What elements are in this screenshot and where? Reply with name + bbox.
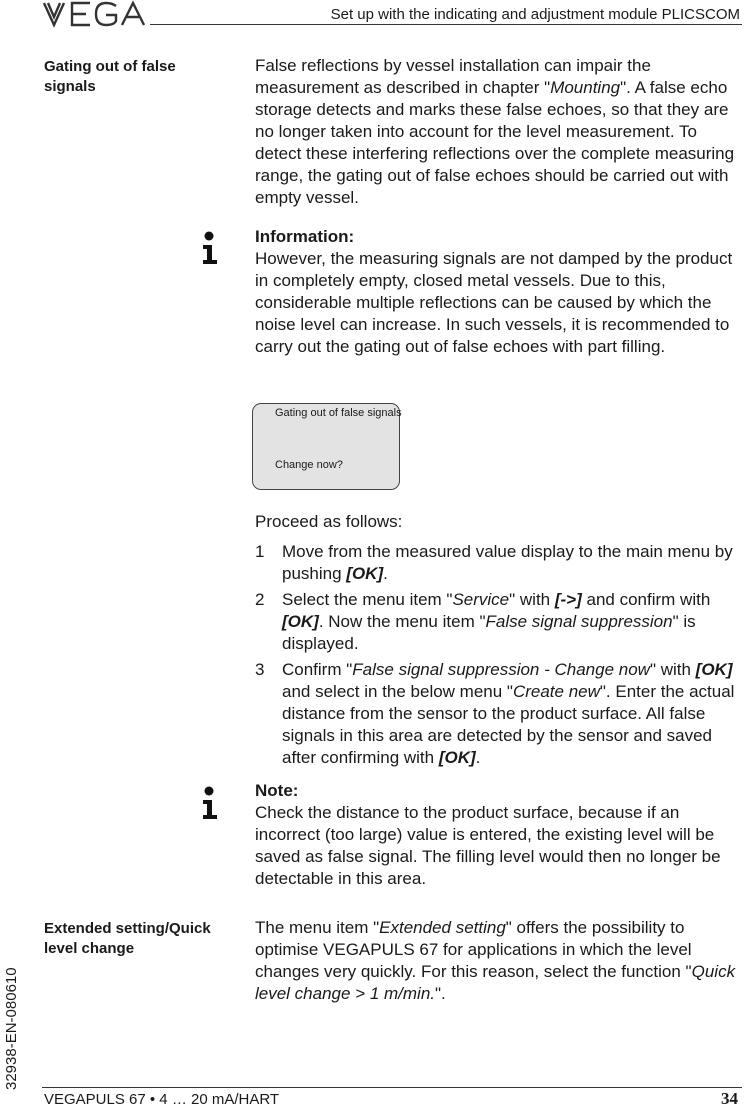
step-number: 1 [255, 542, 265, 561]
note-text: Check the distance to the product surface, because if an incorrect (too large) value is entered, the existing level will be saved as false signal. The filling level would then no longer be detectable in this area. [255, 803, 721, 888]
text-run: and confirm with [581, 590, 711, 609]
step-text [282, 589, 745, 655]
side-heading-gating: Gating out of false signals [44, 58, 176, 95]
text-run: " with [509, 590, 555, 609]
text-run: Create new [512, 682, 600, 701]
text-run: Service [452, 590, 510, 609]
extended-setting-paragraph [255, 917, 745, 1005]
text-run: [OK] [282, 612, 319, 631]
text-run: False signal suppression [485, 612, 673, 631]
header-title: Set up with the indicating and adjustment module PLICSCOM [330, 6, 740, 23]
footer-product: VEGAPULS 67 • 4 … 20 mA/HART [44, 1091, 280, 1108]
extended-setting-paragraph-text [255, 917, 745, 1005]
note-icon [200, 786, 220, 820]
note-block [255, 780, 745, 890]
text-run: [OK] [346, 564, 384, 583]
display-line-prompt: Change now? [275, 459, 343, 471]
step-text [282, 659, 745, 769]
information-block [255, 226, 745, 358]
text-run: . [383, 564, 388, 583]
note-title: Note: [255, 781, 299, 800]
list-item [255, 541, 745, 585]
text-run: The menu item " [255, 918, 380, 937]
text-run: . Now the menu item " [318, 612, 486, 631]
list-item [255, 589, 745, 655]
proceed-text: Proceed as follows: [255, 512, 403, 531]
step-number: 3 [255, 660, 265, 679]
text-run: " is displayed. [282, 612, 696, 653]
footer-rule [42, 1087, 742, 1088]
text-run: Confirm " [282, 660, 353, 679]
display-line-title: Gating out of false signals [275, 407, 402, 419]
text-run: [OK] [438, 748, 476, 767]
text-run: " with [649, 660, 696, 679]
text-run: ". Enter the actual distance from the sensor to the product surface. All false signals in this area are detected by the sensor and saved after confirming with [282, 682, 735, 767]
information-title: Information: [255, 227, 355, 246]
document-code: 32938-EN-080610 [3, 967, 20, 1090]
page-number: 34 [721, 1089, 738, 1108]
text-run: " offers the possibility to optimise VEGAPULS 67 for applications in which the level changes very quickly. For this reason, select the function " [255, 918, 692, 981]
text-run: Select the menu item " [282, 590, 453, 609]
side-heading-extended-setting: Extended setting/Quick level change [44, 920, 211, 957]
step-text [282, 541, 745, 585]
text-run: Extended setting [379, 918, 506, 937]
information-text: However, the measuring signals are not damped by the product in completely empty, closed metal vessels. Due to this, considerable multiple reflections can be caused by which the noise level can increase. In such vessels, it is recommended to carry out the gating out of false echoes with part filling. [255, 249, 733, 356]
display-module-screen [252, 403, 400, 490]
gating-paragraph [255, 55, 745, 209]
vega-logo [42, 0, 146, 28]
text-run: Move from the measured value display to the main menu by pushing [282, 542, 733, 583]
text-run: Mounting [550, 78, 621, 97]
text-run: [OK] [695, 660, 733, 679]
info-icon [200, 231, 220, 265]
text-run: [->] [554, 590, 582, 609]
step-number: 2 [255, 590, 265, 609]
text-run: ". [435, 984, 446, 1003]
text-run: False reflections by vessel installation can impair the measurement as described in chapter " [255, 56, 651, 97]
gating-paragraph-text [255, 55, 745, 209]
text-run: . [475, 748, 481, 767]
text-run: and select in the below menu " [282, 682, 513, 701]
text-run: False signal suppression - Change now [352, 660, 650, 679]
text-run: Quick level change > 1 m/min. [255, 962, 736, 1003]
text-run: ". A false echo storage detects and marks these false echoes, so that they are no longer taken into account for the level measurement. To detect these interfering reflections over the complete measuring range, the gating out of false echoes should be carried out with empty vessel. [255, 78, 735, 207]
list-item [255, 659, 745, 769]
header-rule [150, 24, 742, 25]
